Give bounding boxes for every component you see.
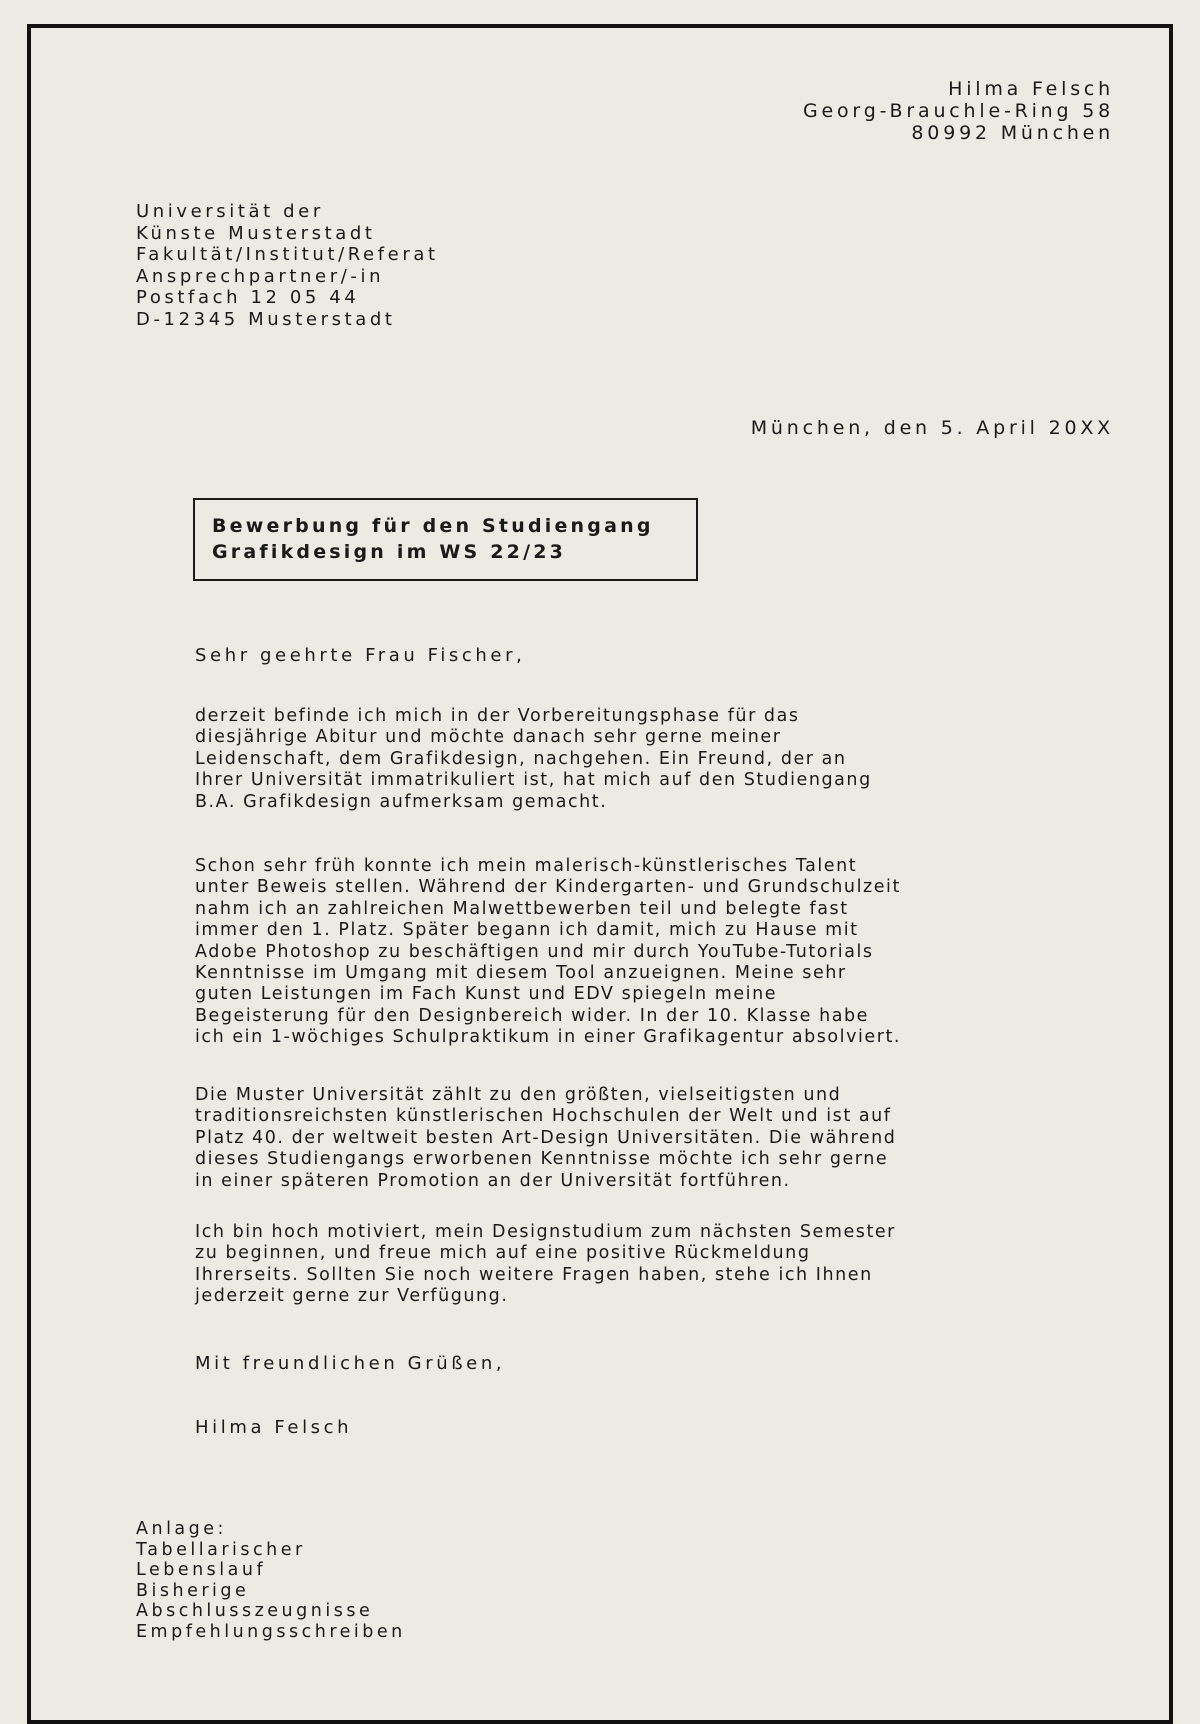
text-line: guten Leistungen im Fach Kunst und EDV spiegeln meine: [195, 984, 778, 1005]
text-line: dieses Studiengangs erworbenen Kenntnisse möchte ich sehr gerne: [195, 1149, 889, 1170]
closing: Mit freundlichen Grüßen,: [195, 1353, 506, 1374]
attachment-item: Empfehlungsschreiben: [136, 1621, 406, 1642]
attachment-item: Tabellarischer: [136, 1539, 306, 1560]
text-line: jederzeit gerne zur Verfügung.: [195, 1286, 509, 1307]
text-line: derzeit befinde ich mich in der Vorbereitungsphase für das: [195, 706, 800, 726]
text-line: Ihrer Universität immatrikuliert ist, hat mich auf den Studiengang: [195, 770, 872, 791]
paragraph-4: [195, 1222, 896, 1308]
text-line: ich ein 1-wöchiges Schulpraktikum in einer Grafikagentur absolviert.: [195, 1027, 901, 1048]
recipient-line: Künste Musterstadt: [136, 222, 376, 244]
sender-city: 80992 München: [911, 122, 1114, 144]
text-line: nahm ich an zahlreichen Malwettbewerben teil und belegte fast: [195, 898, 849, 919]
recipient-line: Fakultät/Institut/Referat: [136, 244, 439, 265]
attachment-item: Bisherige: [136, 1580, 250, 1601]
text-line: traditionsreichsten künstlerischen Hochschulen der Welt und ist auf: [195, 1106, 892, 1127]
subject-line: Bewerbung für den Studiengang: [212, 515, 654, 537]
text-line: Platz 40. der weltweit besten Art-Design Universitäten. Die während: [195, 1127, 897, 1148]
text-line: immer den 1. Platz. Später begann ich damit, mich zu Hause mit: [195, 920, 859, 941]
sender-address: [803, 78, 1114, 144]
text-line: Die Muster Universität zählt zu den größten, vielseitigsten und: [195, 1085, 842, 1105]
text-line: Leidenschaft, dem Grafikdesign, nachgehen. Ein Freund, der an: [195, 748, 847, 769]
recipient-line: Postfach 12 05 44: [136, 287, 360, 308]
letter-date: München, den 5. April 20XX: [750, 417, 1114, 439]
recipient-line: D-12345 Musterstadt: [136, 308, 396, 330]
text-line: unter Beweis stellen. Während der Kindergarten- und Grundschulzeit: [195, 877, 901, 898]
text-line: Ihrerseits. Sollten Sie noch weitere Fragen haben, stehe ich Ihnen: [195, 1264, 873, 1285]
recipient-line: Ansprechpartner/-in: [136, 265, 385, 287]
paragraph-2: [195, 856, 901, 1049]
recipient-line: Universität der: [136, 201, 324, 222]
subject-line: Grafikdesign im WS 22/23: [212, 541, 567, 563]
text-line: Begeisterung für den Designbereich wider. In der 10. Klasse habe: [195, 1005, 869, 1026]
text-line: diesjährige Abitur und möchte danach sehr gerne meiner: [195, 727, 782, 748]
attachments-list: [136, 1519, 406, 1642]
text-line: in einer späteren Promotion an der Universität fortführen.: [195, 1170, 791, 1191]
subject-box: [193, 498, 698, 581]
salutation: Sehr geehrte Frau Fischer,: [195, 645, 526, 666]
sender-street: Georg-Brauchle-Ring 58: [803, 100, 1114, 122]
attachments-label: Anlage:: [136, 1519, 227, 1539]
signature: Hilma Felsch: [195, 1417, 353, 1438]
attachment-item: Lebenslauf: [136, 1560, 267, 1580]
text-line: Kenntnisse im Umgang mit diesem Tool anzueignen. Meine sehr: [195, 963, 847, 984]
text-line: B.A. Grafikdesign aufmerksam gemacht.: [195, 791, 608, 812]
text-line: zu beginnen, und freue mich auf eine positive Rückmeldung: [195, 1243, 811, 1264]
paragraph-3: [195, 1085, 896, 1192]
sender-name: Hilma Felsch: [948, 78, 1114, 100]
text-line: Ich bin hoch motiviert, mein Designstudium zum nächsten Semester: [195, 1222, 896, 1242]
attachment-item: Abschlusszeugnisse: [136, 1601, 374, 1621]
text-line: Schon sehr früh konnte ich mein malerisch-künstlerisches Talent: [195, 856, 858, 876]
recipient-address: [136, 201, 439, 330]
text-line: Adobe Photoshop zu beschäftigen und mir durch YouTube-Tutorials: [195, 941, 874, 962]
paragraph-1: [195, 706, 872, 813]
